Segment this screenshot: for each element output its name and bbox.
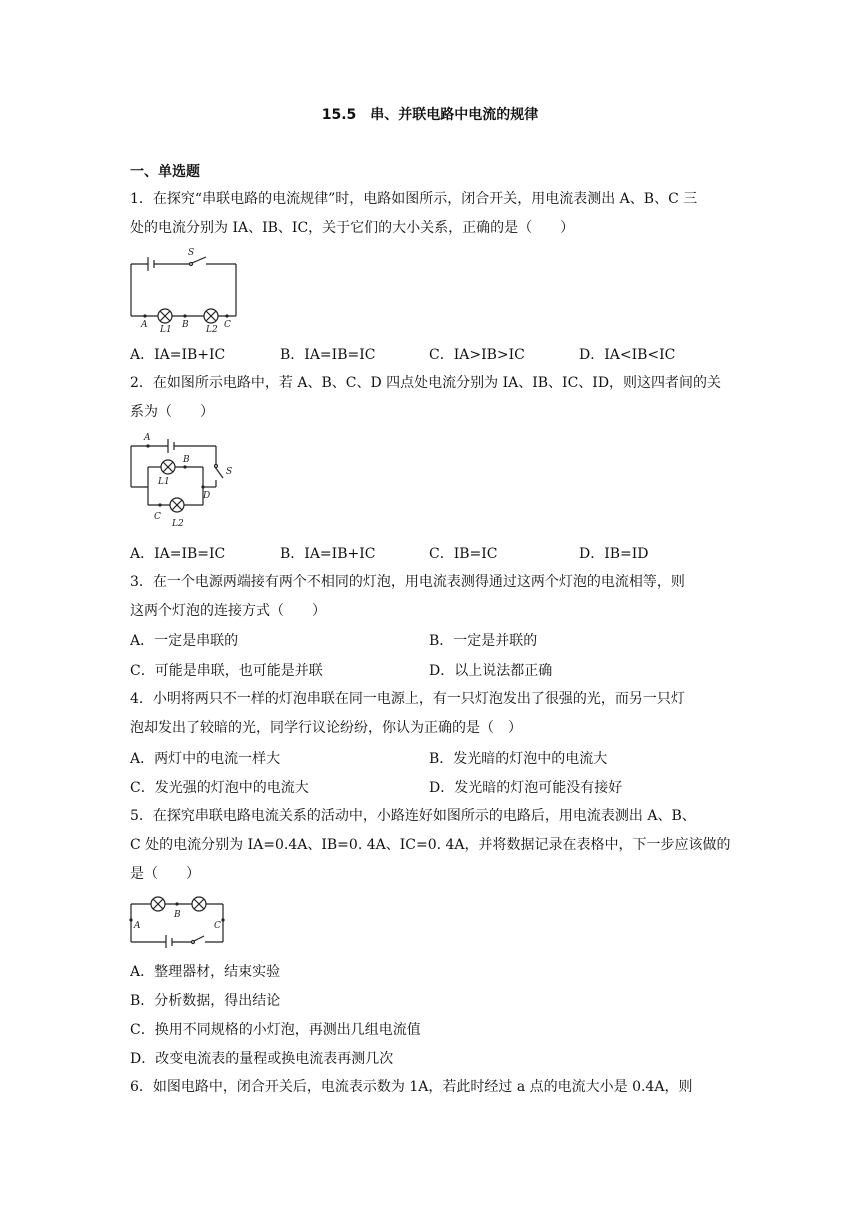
fig2-label-a: A [144, 433, 151, 443]
fig1-label-a: A [141, 320, 148, 330]
question-6-line-1: 6．如图电路中，闭合开关后，电流表示数为 1A，若此时经过 a 点的电流大小是 0.4A，则 [130, 1079, 693, 1095]
question-1-option-c: C．IA>IB>IC [429, 347, 525, 363]
question-3-option-b: B．一定是并联的 [429, 633, 538, 649]
fig5-label-b: B [174, 910, 181, 920]
fig1-label-s: S [188, 248, 195, 258]
fig2-label-d: D [203, 491, 211, 501]
fig2-label-l2: L2 [172, 519, 184, 529]
question-3-option-a: A．一定是串联的 [130, 633, 239, 649]
fig1-label-b: B [182, 320, 189, 330]
section-heading: 一、单选题 [130, 164, 200, 180]
question-4-option-c: C．发光强的灯泡中的电流大 [130, 780, 309, 796]
fig2-label-l1: L1 [158, 477, 170, 487]
question-2-line-2: 系为（ ） [130, 404, 214, 420]
question-2-option-b: B．IA=IB+IC [280, 546, 376, 562]
question-4-line-2: 泡却发出了较暗的光，同学行议论纷纷，你认为正确的是（ ） [130, 720, 522, 736]
question-1-option-d: D．IA<IB<IC [579, 347, 676, 363]
fig2-label-b: B [183, 455, 190, 465]
question-1-line-1: 1．在探究“串联电路的电流规律”时，电路如图所示，闭合开关，用电流表测出 A、B、C 三 [130, 191, 698, 207]
question-5-option-b: B．分析数据，得出结论 [130, 993, 281, 1009]
fig5-label-a: A [134, 921, 141, 931]
question-2-line-1: 2．在如图所示电路中，若 A、B、C、D 四点处电流分别为 IA、IB、IC、ID，则这四者间的关 [130, 375, 722, 391]
fig1-label-l1: L1 [160, 325, 172, 332]
question-3-option-d: D．以上说法都正确 [429, 663, 553, 679]
page-title: 15.5 串、并联电路中电流的规律 [321, 107, 539, 123]
question-2-circuit-figure [128, 430, 240, 532]
question-2-option-a: A．IA=IB=IC [130, 546, 226, 562]
question-3-option-c: C．可能是串联，也可能是并联 [130, 663, 323, 679]
question-5-option-c: C．换用不同规格的小灯泡，再测出几组电流值 [130, 1022, 421, 1038]
fig2-label-c: C [154, 512, 161, 522]
fig2-label-s: S [226, 467, 233, 477]
fig5-label-c: C [214, 921, 221, 931]
question-4-option-b: B．发光暗的灯泡中的电流大 [429, 751, 608, 767]
question-5-line-1: 5．在探究串联电路电流关系的活动中，小路连好如图所示的电路后，用电流表测出 A、B、 [130, 808, 696, 824]
fig1-label-c: C [224, 320, 231, 330]
question-4-option-a: A．两灯中的电流一样大 [130, 751, 281, 767]
question-4-option-d: D．发光暗的灯泡可能没有接好 [429, 780, 623, 796]
question-5-line-2: C 处的电流分别为 IA=0.4A、IB=0. 4A、IC=0. 4A，并将数据记录在表格中，下一步应该做的 [130, 837, 731, 853]
question-5-option-a: A．整理器材，结束实验 [130, 964, 281, 980]
question-1-option-a: A．IA=IB+IC [130, 347, 226, 363]
question-1-line-2: 处的电流分别为 IA、IB、IC，关于它们的大小关系，正确的是（ ） [130, 220, 575, 236]
question-2-option-d: D．IB=ID [579, 546, 649, 562]
fig1-label-l2: L2 [206, 325, 218, 332]
question-2-option-c: C．IB=IC [429, 546, 498, 562]
question-3-line-2: 这两个灯泡的连接方式（ ） [130, 603, 326, 619]
question-5-option-d: D．改变电流表的量程或换电流表再测几次 [130, 1051, 394, 1067]
question-1-circuit-figure [128, 246, 240, 332]
question-5-line-3: 是（ ） [130, 866, 200, 882]
question-1-option-b: B．IA=IB=IC [280, 347, 376, 363]
question-4-line-1: 4．小明将两只不一样的灯泡串联在同一电源上，有一只灯泡发出了很强的光，而另一只灯 [130, 691, 685, 707]
question-3-line-1: 3．在一个电源两端接有两个不相同的灯泡，用电流表测得通过这两个灯泡的电流相等，则 [130, 574, 685, 590]
question-5-circuit-figure [128, 890, 228, 948]
